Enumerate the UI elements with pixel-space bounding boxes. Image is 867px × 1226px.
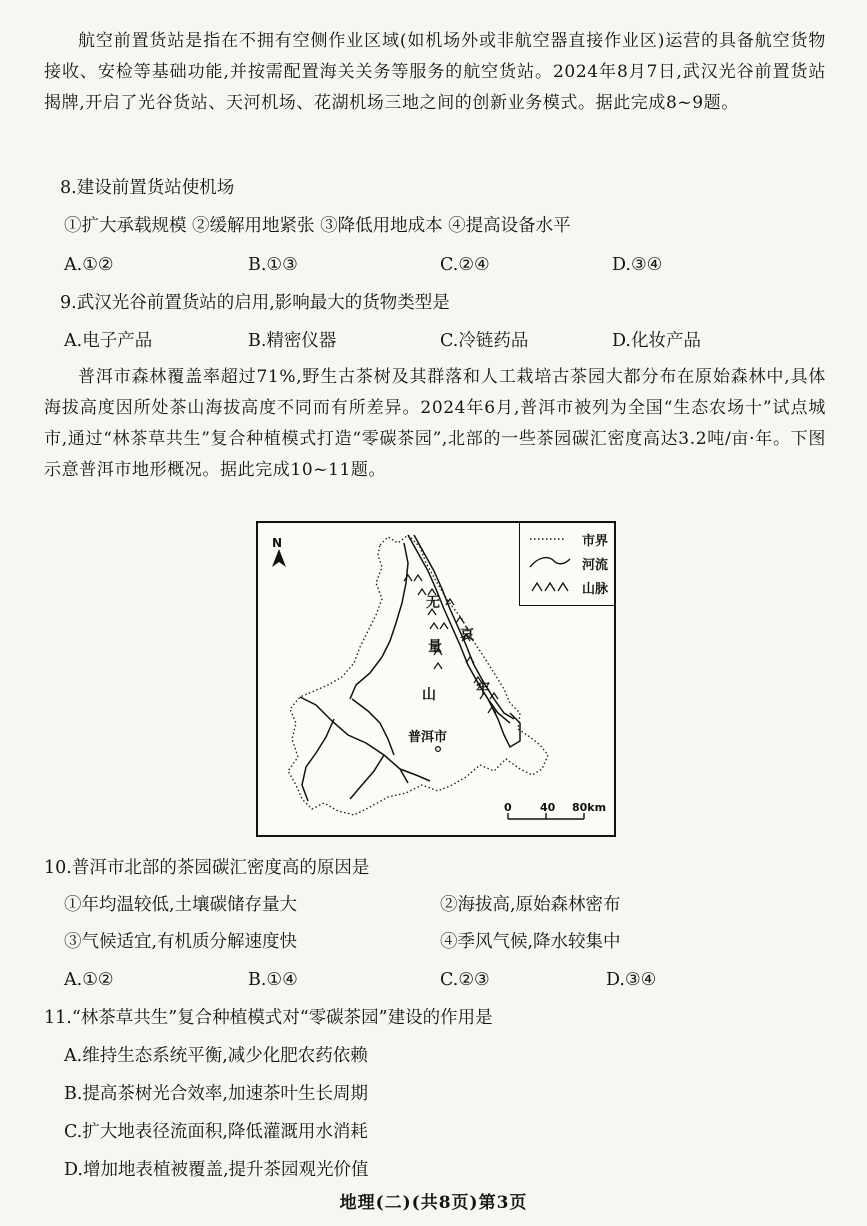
question-9-option-d: D.化妆产品 [612, 331, 701, 351]
wuliang-label-2: 量 [428, 639, 442, 655]
scale-label-40: 40 [540, 801, 556, 814]
question-9-option-b: B.精密仪器 [248, 331, 337, 351]
question-10-option-a: A.①② [64, 970, 114, 990]
city-boundary [288, 535, 548, 815]
question-8-statements: ①扩大承载规模 ②缓解用地紧张 ③降低用地成本 ④提高设备水平 [64, 216, 571, 236]
legend-boundary [526, 527, 612, 551]
question-11-option-d: D.增加地表植被覆盖,提升茶园观光价值 [64, 1160, 369, 1180]
question-11-stem: 11.“林茶草共生”复合种植模式对“零碳茶园”建设的作用是 [44, 1008, 493, 1028]
question-9-option-a: A.电子产品 [64, 331, 153, 351]
scale-label-80: 80km [572, 801, 607, 814]
city-puer-marker [436, 747, 441, 752]
question-10-option-d: D.③④ [606, 970, 657, 990]
page-footer: 地理(二)(共8页)第3页 [339, 1193, 528, 1213]
question-9-option-c: C.冷链药品 [440, 331, 529, 351]
passage-cargo-station: 航空前置货站是指在不拥有空侧作业区域(如机场外或非航空器直接作业区)运营的具备航空货物接收、安检等基础功能,并按需配置海关关务等服务的航空货站。2024年8月7日,武汉光谷前置货站揭牌,开启了光谷货站、天河机场、花湖机场三地之间的创新业务模式。据此完成8~9题。 [44, 31, 826, 113]
legend-mountain [526, 575, 612, 599]
question-11-option-b: B.提高茶树光合效率,加速茶叶生长周期 [64, 1084, 368, 1104]
question-10-option-c: C.②③ [440, 970, 490, 990]
question-10-stem: 10.普洱市北部的茶园碳汇密度高的原因是 [44, 858, 370, 878]
river-south-1 [350, 755, 384, 799]
river-southwest-1 [300, 697, 408, 783]
wuliang-label-1: 无 [426, 595, 440, 611]
passage-puer-tea: 普洱市森林覆盖率超过71%,野生古茶树及其群落和人工栽培古茶园大都分布在原始森林中,具体海拔高度因所处茶山海拔高度不同而有所差异。2024年6月,普洱市被列为全国“生态农场十”试点城市,通过“林茶草共生”复合种植模式打造“零碳茶园”,北部的一些茶园碳汇密度高达3.2吨/亩·年。下图示意普洱市地形概况。据此完成10~11题。 [44, 367, 826, 480]
ailao-label-1: 哀 [460, 627, 474, 643]
question-10-statement-3: ③气候适宜,有机质分解速度快 [64, 932, 298, 952]
question-8-stem: 8.建设前置货站使机场 [60, 178, 235, 198]
river-south-2 [400, 769, 430, 781]
question-10-option-b: B.①④ [248, 970, 298, 990]
river-southwest-2 [302, 719, 334, 801]
question-8-option-c: C.②④ [440, 255, 490, 275]
question-11-option-c: C.扩大地表径流面积,降低灌溉用水消耗 [64, 1122, 368, 1142]
ailao-label-2: 牢 [476, 681, 490, 697]
question-10-statement-4: ④季风气候,降水较集中 [440, 932, 621, 952]
question-10-statement-1: ①年均温较低,土壤碳储存量大 [64, 895, 298, 915]
map-legend [519, 523, 614, 606]
north-arrow-icon [272, 549, 286, 567]
wuliang-label-3: 山 [422, 687, 436, 703]
question-11-option-a: A.维持生态系统平衡,减少化肥农药依赖 [64, 1046, 368, 1066]
north-arrow-label: N [272, 536, 283, 550]
question-8-option-b: B.①③ [248, 255, 298, 275]
scale-label-0: 0 [504, 801, 512, 814]
legend-river [526, 551, 612, 575]
question-8-option-a: A.①② [64, 255, 114, 275]
question-9-stem: 9.武汉光谷前置货站的启用,影响最大的货物类型是 [60, 293, 450, 313]
river-west-main [350, 543, 408, 699]
legend-river-label: 河流 [581, 558, 608, 573]
city-puer-label: 普洱市 [408, 730, 448, 745]
question-8-option-d: D.③④ [612, 255, 663, 275]
legend-mountain-label: 山脉 [581, 582, 608, 597]
river-southwest-3 [352, 699, 394, 755]
puer-terrain-map [256, 521, 616, 837]
question-10-statement-2: ②海拔高,原始森林密布 [440, 895, 621, 915]
legend-boundary-label: 市界 [581, 534, 608, 549]
